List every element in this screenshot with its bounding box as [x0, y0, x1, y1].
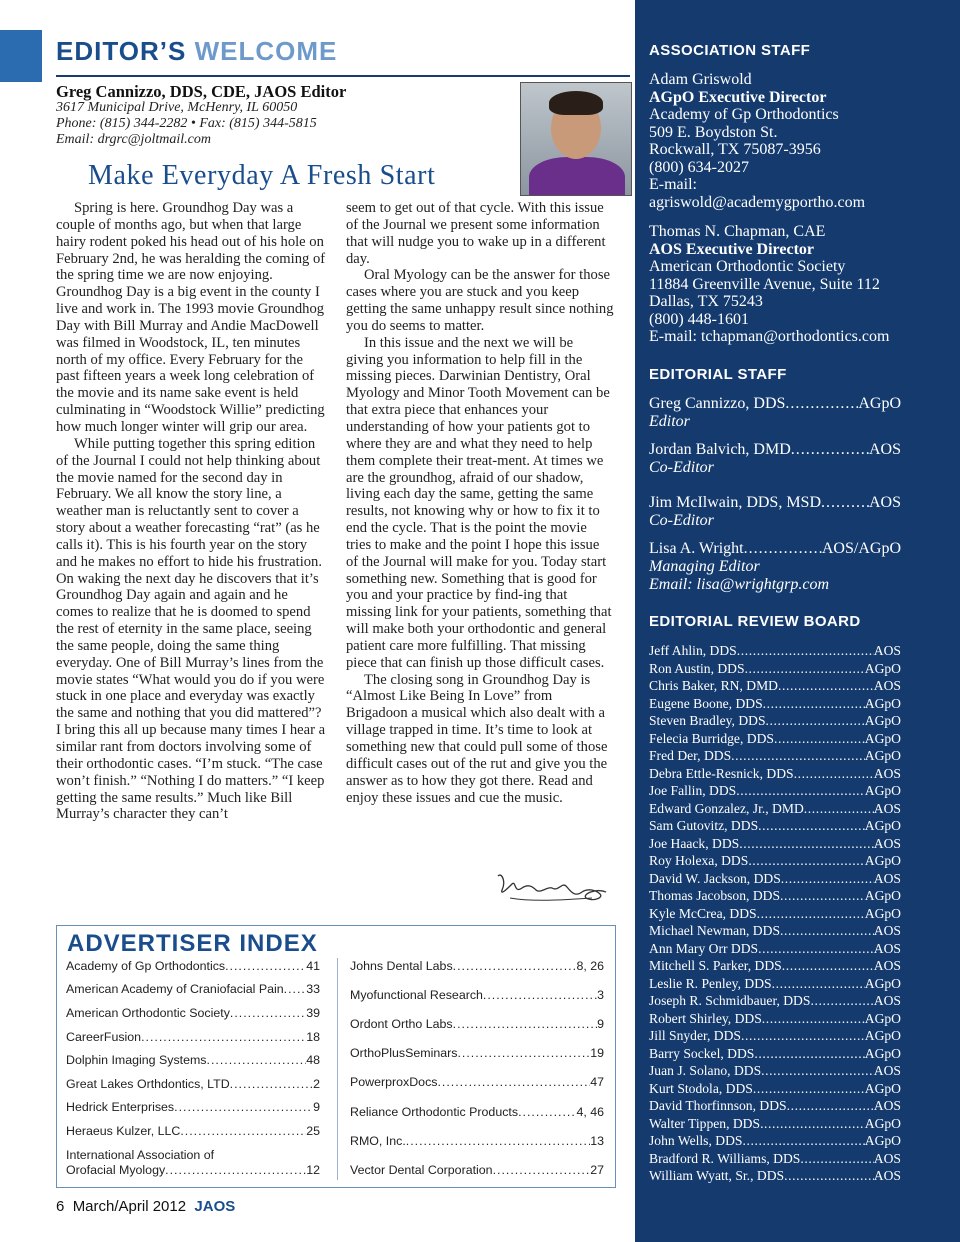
association-staff-heading: ASSOCIATION STAFF [649, 42, 811, 59]
editor-address: 3617 Municipal Drive, McHenry, IL 60050 [56, 100, 298, 115]
review-board-member: Fred Der, DDS ..... AGpO [649, 748, 901, 763]
advertiser-item: Johns Dental Labs ..... 8, 26 [350, 959, 604, 974]
review-board-member: Juan J. Solano, DDS ..... AOS [649, 1063, 901, 1078]
advertiser-item: PowerproxDocs ..... 47 [350, 1075, 604, 1090]
advertiser-item: Heraeus Kulzer, LLC ..... 25 [66, 1124, 320, 1139]
review-board-member: Debra Ettle-Resnick, DDS ..... AOS [649, 766, 901, 781]
paragraph: seem to get out of that cycle. With this issue of the Journal we present some information that will nudge you to wake up in a different day. [346, 200, 606, 267]
advertiser-index-title: ADVERTISER INDEX [67, 930, 318, 957]
paragraph: In this issue and the next we will be giving you information to help fill in the missing pieces. Darwinian Dentistry, Oral Myology and Minor Tooth Movement can be that extra piece that enhances your understanding of how your patients got to where they are and what they need to help them complete their treat-ment. At times we are the groundhog, afraid of our shadow, living each day the same, getting the same results, not knowing why or how to fix it to end the cycle. That is the point the movie tries to make and the point I hope this issue of the Journal will make for you. Today start something new. Something that is good for you and your practice by find-ing that missing link for your patients, something that will make both your orthodontic and general patient care more fulfilling. That missing piece that can finish up those difficult cases. [346, 334, 612, 671]
issue-date: March/April 2012 [72, 1198, 187, 1215]
advertiser-item: Great Lakes Orthdontics, LTD ..... 2 [66, 1077, 320, 1092]
advertiser-item: Academy of Gp Orthodontics ..... 41 [66, 959, 320, 974]
advertiser-item: OrthoPlusSeminars ..... 19 [350, 1046, 604, 1061]
advertiser-item: Hedrick Enterprises ..... 9 [66, 1100, 320, 1115]
advertiser-item: Reliance Orthodontic Products ..... 4, 46 [350, 1105, 604, 1120]
section-title-rule [56, 75, 630, 77]
review-board-member: Bradford R. Williams, DDS ..... AOS [649, 1151, 901, 1166]
review-board-member: Eugene Boone, DDS ..... AGpO [649, 696, 901, 711]
advertiser-item: American Orthodontic Society ..... 39 [66, 1006, 320, 1021]
page-footer [56, 1198, 235, 1215]
advertiser-item: Myofunctional Research ..... 3 [350, 988, 604, 1003]
advertiser-divider [337, 958, 338, 1180]
editor-photo [520, 82, 632, 196]
review-board-member: Chris Baker, RN, DMD ..... AOS [649, 678, 901, 693]
advertiser-item: Dolphin Imaging Systems ..... 48 [66, 1053, 320, 1068]
review-board-member: David Thorfinnson, DDS ..... AOS [649, 1098, 901, 1113]
review-board-member: Thomas Jacobson, DDS ..... AGpO [649, 888, 901, 903]
staff-contact-2: Thomas N. Chapman, CAE AOS Executive Director American Orthodontic Society 11884 Greenville Avenue, Suite 112 Dallas, TX 75243 (800) 448-1601 E-mail: tchapman@orthodontics.com [649, 223, 890, 345]
section-tab-accent [0, 30, 42, 82]
review-board-member: Felecia Burridge, DDS ..... AGpO [649, 731, 901, 746]
review-board-member: Jill Snyder, DDS ..... AGpO [649, 1028, 901, 1043]
advertiser-item: Vector Dental Corporation ..... 27 [350, 1163, 604, 1178]
article-column-1 [56, 200, 326, 823]
editor-phone: Phone: (815) 344-2282 • Fax: (815) 344-5815 [56, 116, 317, 131]
review-board-member: Leslie R. Penley, DDS ..... AGpO [649, 976, 901, 991]
advertiser-item: Ordont Ortho Labs ..... 9 [350, 1017, 604, 1032]
review-board-member: Ann Mary Orr DDS ..... AOS [649, 941, 901, 956]
review-board-member: Joseph R. Schmidbauer, DDS ..... AOS [649, 993, 901, 1008]
review-board-member: William Wyatt, Sr., DDS ..... AOS [649, 1168, 901, 1183]
advertiser-item: RMO, Inc. ..... 13 [350, 1134, 604, 1149]
review-board-member: Roy Holexa, DDS ..... AGpO [649, 853, 901, 868]
editor-contact [56, 100, 317, 148]
review-board-member: Walter Tippen, DDS ..... AGpO [649, 1116, 901, 1131]
editorial-staff-entry: Jordan Balvich, DMD ..... AOS Co-Editor [649, 441, 901, 477]
staff-contact-1: Adam Griswold AGpO Executive Director Academy of Gp Orthodontics 509 E. Boydston St. Rockwall, TX 75087-3956 (800) 634-2027 E-mail: agriswold@academygportho.com [649, 71, 866, 211]
advertiser-item: CareerFusion ..... 18 [66, 1030, 320, 1045]
review-board-member: Ron Austin, DDS ..... AGpO [649, 661, 901, 676]
editorial-staff-entry: Lisa A. Wright ..... AOS/AGpO Managing Editor Email: lisa@wrightgrp.com [649, 540, 901, 594]
section-title-word1: EDITOR’S [56, 36, 187, 66]
review-board-member: Robert Shirley, DDS ..... AGpO [649, 1011, 901, 1026]
review-board-member: Mitchell S. Parker, DDS ..... AOS [649, 958, 901, 973]
review-board-member: Joe Haack, DDS ..... AOS [649, 836, 901, 851]
review-board-member: Barry Sockel, DDS ..... AGpO [649, 1046, 901, 1061]
advertiser-item: International Association of Orofacial Myology ..... 12 [66, 1148, 320, 1178]
editor-name: Greg Cannizzo, DDS, CDE, JAOS Editor [56, 82, 347, 101]
review-board-member: Jeff Ahlin, DDS ..... AOS [649, 643, 901, 658]
advertiser-index [56, 925, 616, 1188]
review-board-member: Joe Fallin, DDS ..... AGpO [649, 783, 901, 798]
paragraph: Spring is here. Groundhog Day was a couple of months ago, but when that large hairy rodent poked his head out of his hole on February 2nd, he was heralding the coming of the spring time we are now enjoying. Groundhog Day is a big event in the county I live and work in. The 1993 movie Groundhog Day with Bill Murray and Andie MacDowell was filmed in Woodstock, IL, ten minutes north of my office. Every February for the past fifteen years a week long celebration of the movie and its name sake event is held culminating in “Woodstock Willie” predicting how much longer winter will grip our area. [56, 200, 326, 435]
review-board-member: David W. Jackson, DDS ..... AOS [649, 871, 901, 886]
journal-name: JAOS [194, 1198, 236, 1215]
staff-sidebar [635, 0, 960, 1242]
article-column-2 [346, 200, 614, 806]
review-board-member: John Wells, DDS ..... AGpO [649, 1133, 901, 1148]
review-board-member: Michael Newman, DDS ..... AOS [649, 923, 901, 938]
review-board-member: Edward Gonzalez, Jr., DMD ..... AOS [649, 801, 901, 816]
article-title: Make Everyday A Fresh Start [88, 160, 436, 191]
page-number: 6 [56, 1198, 65, 1215]
paragraph: The closing song in Groundhog Day is “Almost Like Being In Love” from Brigadoon a musical which also dealt with a village trapped in time. It’s time to look at something new that could pull some of those difficult cases out of the rut and give you the answer as to how they got there. Read and enjoy these issues and cue the music. [346, 671, 608, 806]
section-title-word2: WELCOME [194, 36, 338, 66]
editor-signature [492, 868, 612, 908]
review-board-member: Kurt Stodola, DDS ..... AGpO [649, 1081, 901, 1096]
editorial-staff-entry: Jim McIlwain, DDS, MSD ..... AOS Co-Editor [649, 494, 901, 530]
editorial-staff-entry: Greg Cannizzo, DDS ..... AGpO Editor [649, 395, 901, 431]
advertiser-item: American Academy of Craniofacial Pain ..... 33 [66, 982, 320, 997]
editorial-staff-heading: EDITORIAL STAFF [649, 366, 787, 383]
paragraph: Oral Myology can be the answer for those cases where you are stuck and you keep getting the same unhappy result since nothing you do seems to matter. [346, 267, 614, 334]
editor-email: Email: drgrc@joltmail.com [56, 132, 211, 147]
paragraph: While putting together this spring edition of the Journal I could not help thinking about the movie named for the second day in February. We all know the story line, a weather man is reluctantly sent to cover a story about a weather forecasting “rat” (as he calls it). This is his fourth year on the story and he makes no effort to hide his frustration. On waking the next day he discovers that it’s Groundhog Day again and again and he comes to realize that he is doomed to spend the rest of eternity in the same place, seeing the same people, doing the same thing everyday. One of Bill Murray’s lines from the movie states “What would you do if you were stuck in one place and everyday was exactly the same and nothing that you did mattered”? I bring this all up because many times I hear a similar rant from doctors involving some of their orthodontic cases. “I’m stuck. “The case won’t finish.” “Nothing I do matters.” “I keep getting the same results.” Much like Bill Murray’s character they can’t [56, 435, 326, 823]
section-title [56, 36, 337, 67]
review-board-heading: EDITORIAL REVIEW BOARD [649, 613, 861, 630]
review-board-member: Kyle McCrea, DDS ..... AGpO [649, 906, 901, 921]
review-board-member: Steven Bradley, DDS ..... AGpO [649, 713, 901, 728]
review-board-member: Sam Gutovitz, DDS ..... AGpO [649, 818, 901, 833]
